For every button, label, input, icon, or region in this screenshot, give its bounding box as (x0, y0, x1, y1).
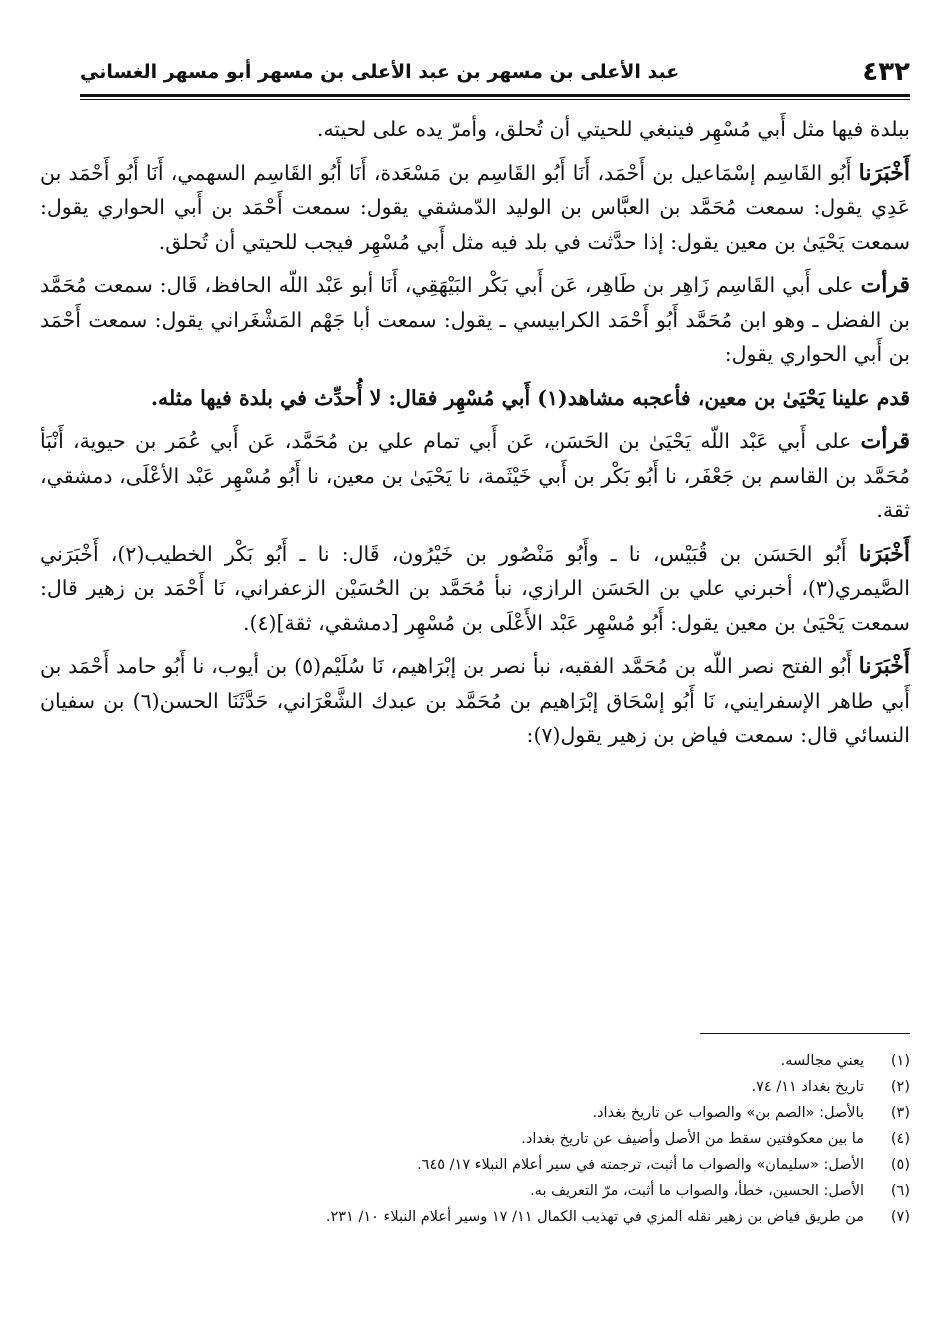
footnote: (٧) من طريق فياض بن زهير نقله المزي في تهذيب الكمال ١١/ ١٧ وسير أعلام النبلاء ١٠/ ٢٣١. (325, 1209, 910, 1225)
footnote: (٤) ما بين معكوفتين سقط من الأصل وأضيف عن تاريخ بغداد. (521, 1131, 910, 1147)
footnotes (120, 1048, 910, 1230)
footnote: (٢) تاريخ بغداد ١١/ ٧٤. (751, 1079, 910, 1095)
paragraph-6: أَخْبَرَنا أَبُو الحَسَن بن قُبَيْس، نا ـ وأَبُو مَنْصُور بن خَيْرُون، قَال: نا ـ أَبُو بَكْر الخطيب(٢)، أَخْبَرَني الصَّيمري(٣)، أخبرني علي بن الحَسَن الرازي، نبأ مُحَمَّد بن الحُسَيْن الزعفراني، نَا أَحْمَد بن زهير قال: سمعت يَحْيَىٰ بن معين يقول: أَبُو مُسْهِر عَبْد الأَعْلَى بن مُسْهِر [دمشقي، ثقة](٤). (40, 540, 911, 635)
footnote: (٦) الأصل: الحسين، خطأ، والصواب ما أثبت، مرّ التعريف به. (530, 1183, 910, 1199)
footnote: (٣) بالأصل: «الصم بن» والصواب عن تاريخ بغداد. (592, 1105, 910, 1121)
footnote: (٥) الأصل: «سليمان» والصواب ما أثبت، ترجمته في سير أعلام النبلاء ١٧/ ٦٤٥. (417, 1157, 910, 1173)
main-text (40, 112, 910, 753)
footnote: (١) يعني مجالسه. (780, 1053, 910, 1069)
paragraph-lead-word: أَخْبَرَنا (858, 653, 910, 679)
paragraph-7: أَخْبَرَنا أَبُو الفتح نصر اللّه بن مُحَمَّد الفقيه، نبأ نصر بن إبْرَاهيم، نَا سُلَيْم(٥) بن أيوب، نا أَبُو حامد أَحْمَد بن أَبي طاهر الإسفرايني، نَا أَبُو إسْحَاق إبْرَاهيم بن مُحَمَّد بن عبدك الشَّعْرَاني، حَدَّثَنَا الحسن(٦) بن سفيان النسائي قال: سمعت فياض بن زهير يقول(٧): (40, 653, 911, 747)
footnote-rule (700, 1033, 910, 1034)
paragraph-1: ببلدة فيها مثل أَبي مُسْهِر فينبغي للحيتي أن تُحلق، وأمرّ يده على لحيته. (316, 117, 910, 141)
paragraph-2: أَخْبَرَنا أَبُو القَاسِم إسْمَاعيل بن أَحْمَد، أَنَا أَبُو القَاسِم بن مَسْعَدة، أَنَا أَبُو القَاسِم السهمي، أَنَا أَبُو أَحْمَد بن عَدِي يقول: سمعت مُحَمَّد بن العبَّاس بن الوليد الدّمشقي يقول: سمعت أَحْمَد بن أَبي الحواري يقول: سمعت يَحْيَىٰ بن معين يقول: إذا حدَّثت في بلد فيه مثل أَبي مُسْهِر فيجب للحيتي أن تُحلق. (40, 159, 910, 254)
paragraph-3: قرأت على أَبي القَاسِم زَاهِر بن طَاهِر، عَن أَبي بَكْر البَيْهَقِي، أَنَا أبو عَبْد اللّه الحافظ، قَال: سمعت مُحَمَّد بن الفضل ـ وهو ابن مُحَمَّد أَبُو أَحْمَد الكرابيسي ـ يقول: سمعت أبا جَهْم المَشْغَراني يقول: سمعت أَحْمَد بن أَبي الحواري يقول: (40, 272, 910, 366)
paragraph-lead-word: قرأت (860, 272, 910, 298)
page-header (80, 52, 910, 92)
paragraph-lead-word: أَخْبَرَنا (858, 540, 911, 567)
paragraph-lead-word: قرأت (860, 428, 910, 454)
header-rule (80, 94, 910, 100)
paragraph-4: قدم علينا يَحْيَىٰ بن معين، فأعجبه مشاهد(١) أَبي مُسْهِر فقال: لا أُحدِّث في بلدة فيها مثله. (150, 385, 910, 410)
paragraph-lead-word: أَخْبَرَنا (858, 159, 910, 186)
page-number: ٤٣٢ (862, 57, 910, 87)
running-title: عبد الأعلى بن مسهر بن عبد الأعلى بن مسهر أبو مسهر الغساني (80, 61, 680, 83)
paragraph-5: قرأت على أَبي عَبْد اللّه يَحْيَىٰ بن الحَسَن، عَن أَبي تمام علي بن مُحَمَّد، عَن أَبي عُمَر بن حيوية، أَنْبَأ مُحَمَّد بن القاسم بن جَعْفَر، نا أَبُو بَكْر بن أَبي خَيْثَمة، نا يَحْيَىٰ بن معين، نا أَبُو مُسْهِر عَبْد الأعْلَى، دمشقي، ثقة. (40, 428, 910, 522)
